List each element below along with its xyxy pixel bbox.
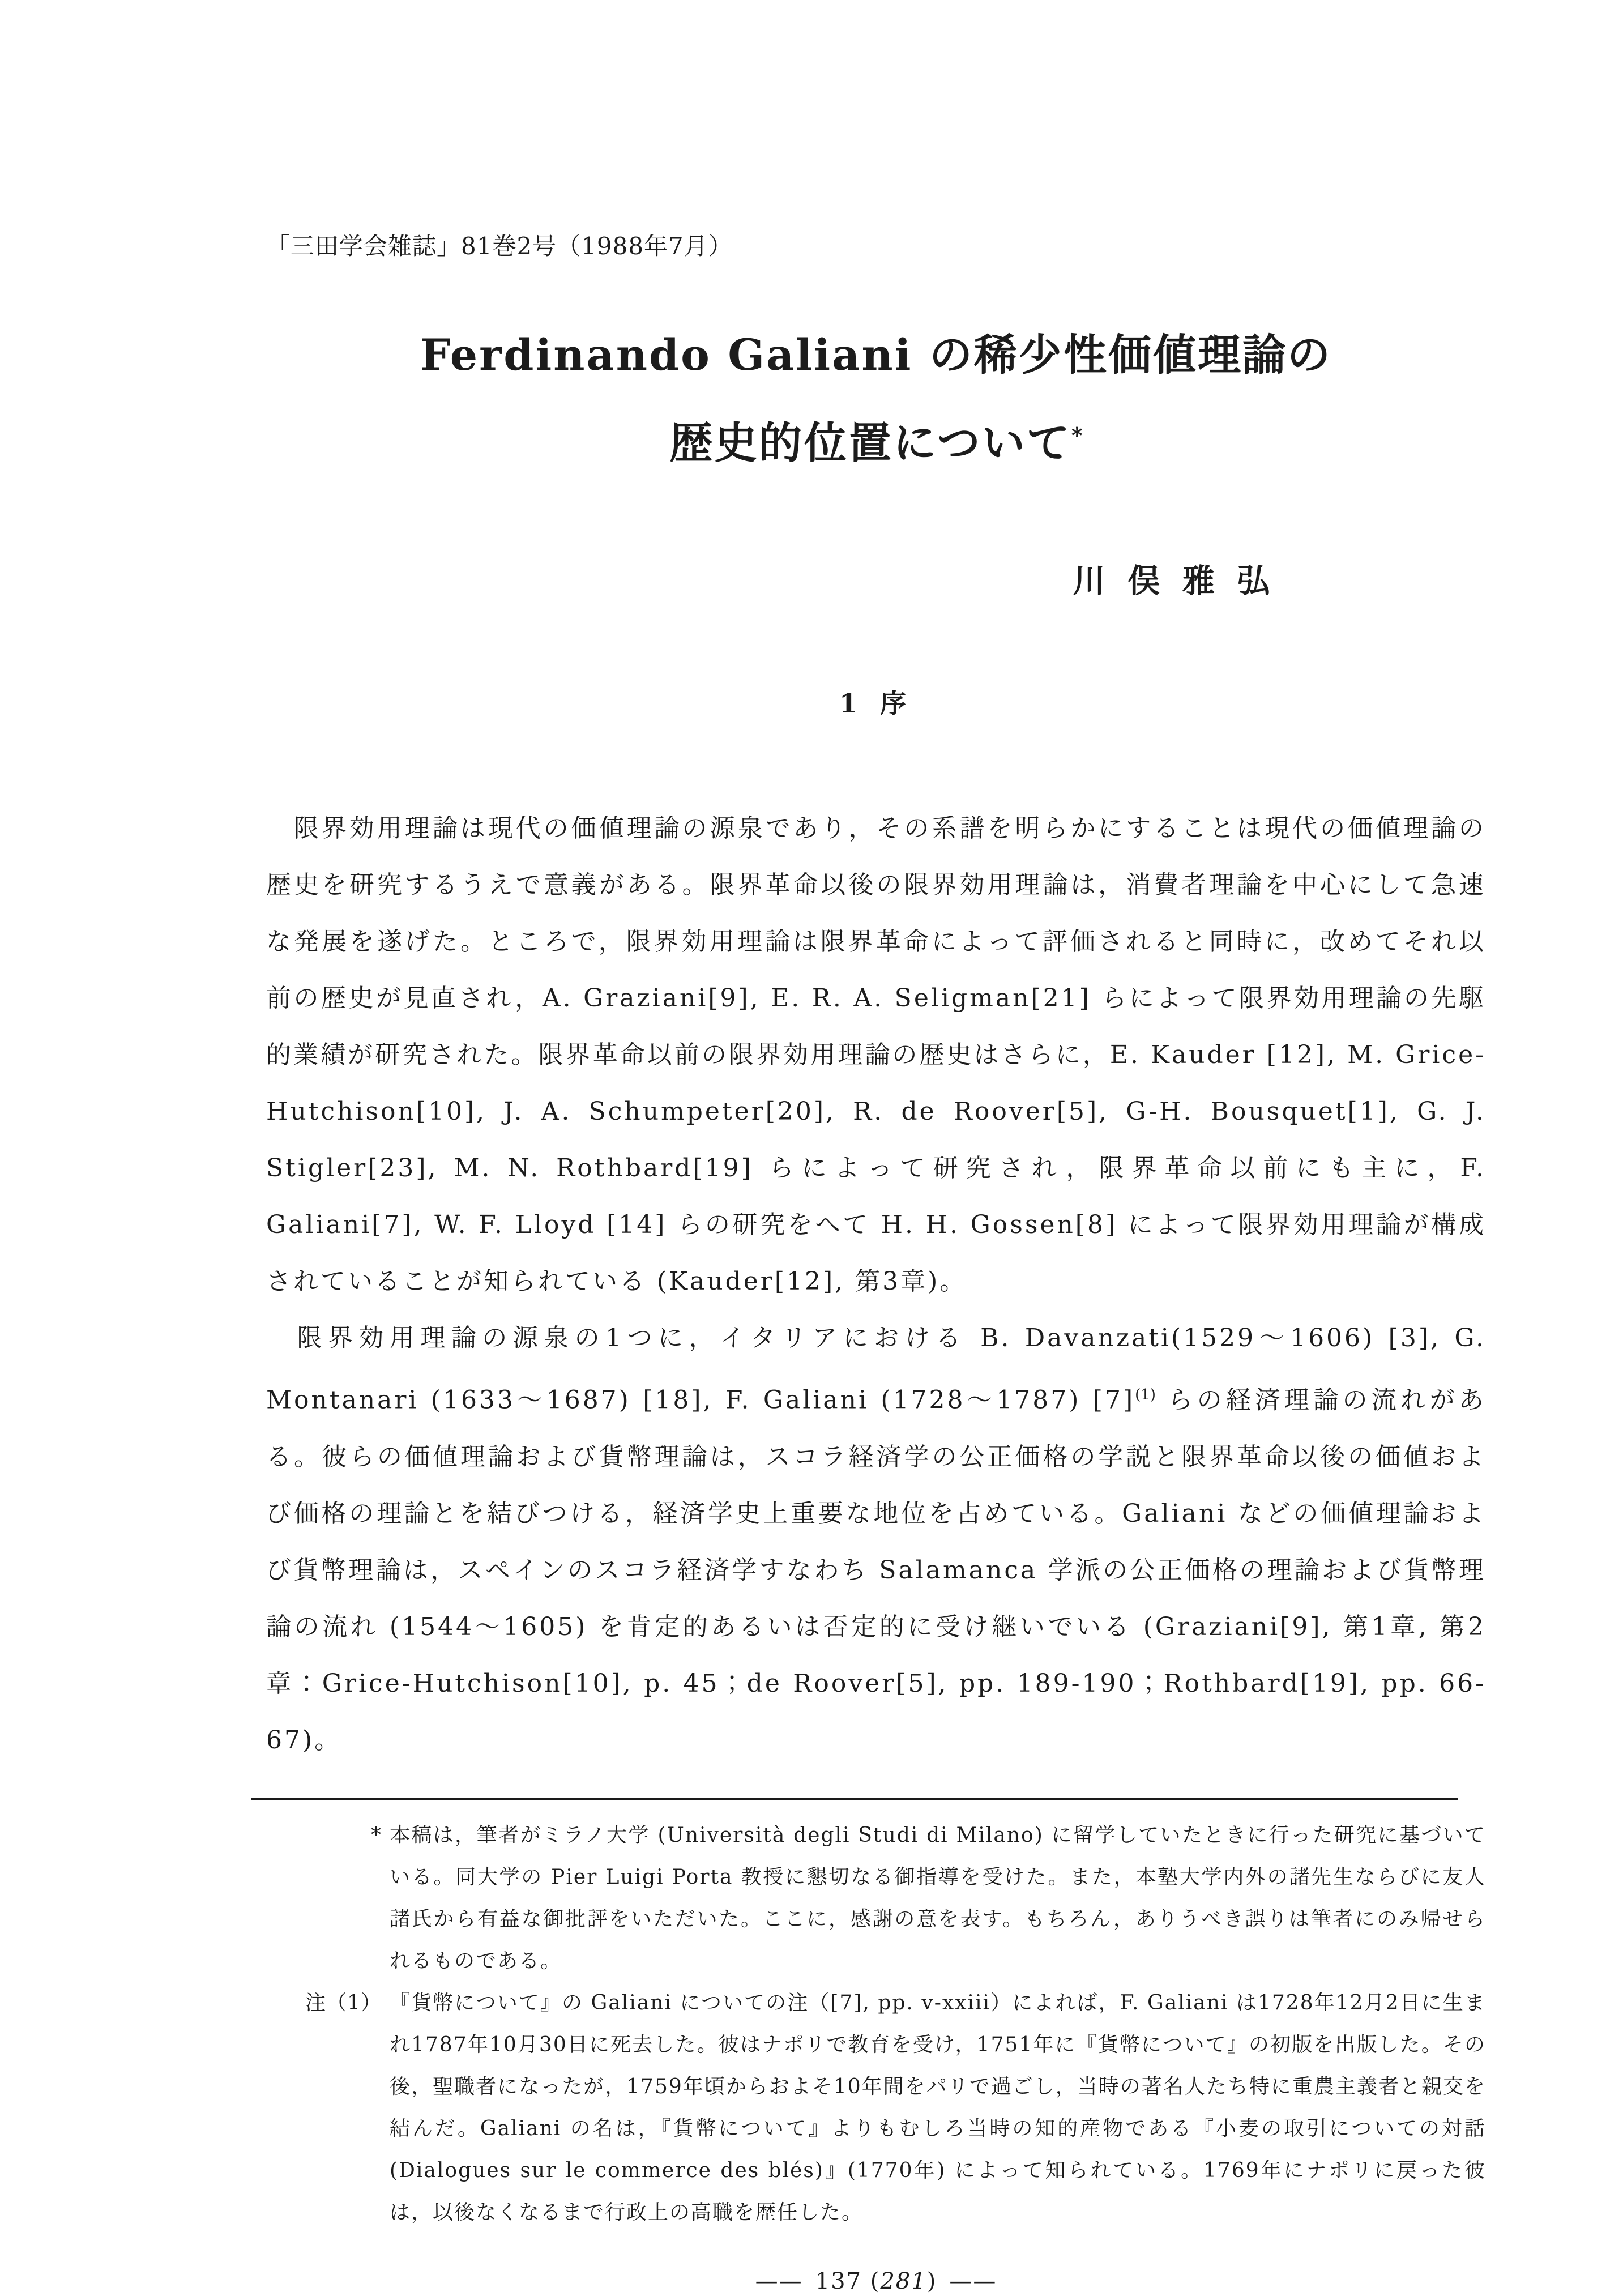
footnote-star bbox=[266, 1815, 1486, 1982]
title-line-2-text: 歴史的位置について bbox=[669, 417, 1071, 468]
paragraph-2-text-a: 限界効用理論の源泉の1つに，イタリアにおける B. Davanzati(1529〜1606) [3], G. Montanari (1633〜1687) [18], F. Galiani (1728〜1787) [7] bbox=[266, 1324, 1486, 1415]
page-number-italic: 281 bbox=[880, 2268, 927, 2294]
footnote-star-text: 本稿は，筆者がミラノ大学 (Università degli Studi di Milano) に留学していたときに行った研究に基づいている。同大学の Pier Luigi Porta 教授に懇切なる御指導を受けた。また，本塾大学内外の諸先生ならびに友人諸氏から有益な御批評をいただいた。ここに，感謝の意を表す。もちろん，ありうべき誤りは筆者にのみ帰せられるものである。 bbox=[390, 1823, 1486, 1973]
paper-title bbox=[266, 315, 1486, 483]
page-number-dash-right: —— bbox=[949, 2268, 997, 2294]
author-name: 川 俣 雅 弘 bbox=[1073, 562, 1275, 600]
article-body bbox=[266, 800, 1486, 1769]
footnote-divider-line bbox=[251, 1798, 1458, 1800]
paragraph-2 bbox=[266, 1310, 1486, 1769]
footnote-1-reference: (1) bbox=[1135, 1386, 1156, 1404]
page-number-dash-left: —— bbox=[755, 2268, 803, 2294]
page-number-close: ) bbox=[926, 2268, 937, 2294]
footnote-1-marker: 注（1） bbox=[305, 1991, 382, 2015]
title-line-1: Ferdinando Galiani の稀少性価値理論の bbox=[420, 330, 1332, 380]
section-heading: 1 序 bbox=[839, 688, 913, 719]
journal-citation: 「三田学会雑誌」81巻2号（1988年7月） bbox=[266, 232, 733, 260]
footnote-1-text: 『貨幣について』の Galiani についての注（[7], pp. v-xxiii）によれば，F. Galiani は1728年12月2日に生まれ1787年10月30日に死去した。彼はナポリで教育を受け，1751年に『貨幣について』の初版を出版した。その後，聖職者になったが，1759年頃からおよそ10年間をパリで過ごし，当時の著名人たち特に重農主義者と親交を結んだ。Galiani の名は，『貨幣について』よりもむしろ当時の知的産物である『小麦の取引についての対話 (Dialogues sur le commerce des blés)』(1770年) によって知られている。1769年にナポリに戻った彼は，以後なくなるまで行政上の高職を歴任した。 bbox=[390, 1991, 1486, 2224]
footnotes-section bbox=[266, 1815, 1486, 2234]
title-line-2 bbox=[266, 395, 1486, 483]
paragraph-1: 限界効用理論は現代の価値理論の源泉であり，その系譜を明らかにすることは現代の価値理論の歴史を研究するうえで意義がある。限界革命以後の限界効用理論は，消費者理論を中心にして急速な発展を遂げた。ところで，限界効用理論は限界革命によって評価されると同時に，改めてそれ以前の歴史が見直され，A. Graziani[9], E. R. A. Seligman[21] らによって限界効用理論の先駆的業績が研究された。限界革命以前の限界効用理論の歴史はさらに，E. Kauder [12], M. Grice-Hutchison[10], J. A. Schumpeter[20], R. de Roover[5], G-H. Bousquet[1], G. J. Stigler[23], M. N. Rothbard[19] らによって研究され，限界革命以前にも主に，F. Galiani[7], W. F. Lloyd [14] らの研究をへて H. H. Gossen[8] によって限界効用理論が構成されていることが知られている (Kauder[12], 第3章)。 bbox=[266, 814, 1486, 1296]
page-number bbox=[266, 2267, 1486, 2296]
footnote-star-marker: * bbox=[371, 1823, 382, 1847]
title-footnote-marker: * bbox=[1071, 423, 1083, 448]
page-number-text: 137 ( bbox=[815, 2268, 881, 2294]
footnote-1 bbox=[266, 1982, 1486, 2234]
paragraph-2-text-b: らの経済理論の流れがある。彼らの価値理論および貨幣理論は，スコラ経済学の公正価格の学説と限界革命以後の価値および価格の理論とを結びつける，経済学史上重要な地位を占めている。Galiani などの価値理論および貨幣理論は，スペインのスコラ経済学すなわち Salamanca 学派の公正価格の理論および貨幣理論の流れ (1544〜1605) を肯定的あるいは否定的に受け継いでいる (Graziani[9], 第1章, 第2章：Grice-Hutchison[10], p. 45；de Roover[5], pp. 189-190；Rothbard[19], pp. 66-67)。 bbox=[266, 1385, 1486, 1755]
